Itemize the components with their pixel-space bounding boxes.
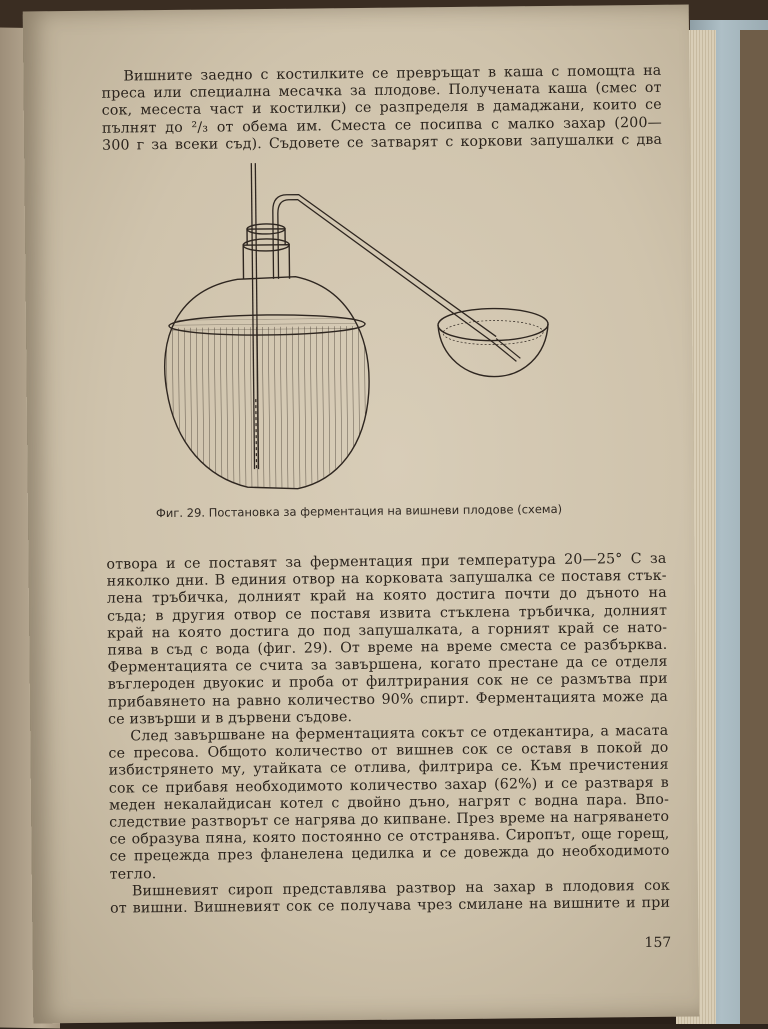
- text-line: се прецежда през фланелена цедилка и се довежда до необходимото: [109, 843, 670, 866]
- text-line: сок, месеста част и костилки) се разпределя в дамаджани, които се: [101, 97, 662, 120]
- text-line: Вишневият сироп представлява разтвор на захар в плодовия сок: [131, 877, 670, 900]
- text-line: се пресова. Общото количество от вишнев сок се оставя в покой до: [108, 740, 669, 762]
- fermentation-apparatus-illustration: [134, 156, 578, 501]
- text-line: меден некалайдисан котел с двойно дъно, нагрят с водна пара. Впо-: [108, 791, 670, 814]
- text-line: Вишните заедно с костилките се превръщат в каша с помощта на: [123, 62, 662, 85]
- text-line: въглероден двуокис и проба от филтрирания сок не се размътва при: [107, 671, 668, 694]
- book-page: [23, 5, 700, 1024]
- text-line: преса или специална месачка за плодове. Получената каша (смес от: [101, 80, 662, 102]
- text-line: пълнят до ²/₃ от обема им. Сместа се посипва с малко захар (200—: [101, 114, 662, 137]
- text-line: сок се прибавя необходимото количество захар (62%) и се разтваря в: [108, 774, 669, 797]
- demijohn: [155, 223, 378, 498]
- text-line: няколко дни. В единия отвор на корковата запушалка се поставя стък-: [106, 568, 667, 590]
- water-dish: [438, 308, 549, 377]
- figure-caption: Фиг. 29. Постановка за ферментация на вишневи плодове (схема): [155, 501, 563, 521]
- text-line: съда; в другия отвор се поставя извита стъклена тръбичка, долният: [106, 602, 668, 625]
- text-line: от вишни. Вишневият сок се получава чрез смилане на вишните и при: [110, 894, 671, 917]
- text-line: се извърши и в дървени съдове.: [108, 708, 353, 728]
- text-line: прибавянето на равно количество 90% спирт. Ферментацията може да: [107, 688, 669, 711]
- text-line: край на която достига до под запушалката, а горният край се нато-: [107, 619, 668, 642]
- text-line: пява в съд с вода (фиг. 29). От време на време сместа се разбърква.: [107, 636, 668, 659]
- text-line: избистрянето му, утайката се отлива, филтрира се. Към пречистения: [108, 757, 669, 780]
- paragraph-bottom: [106, 551, 670, 918]
- text-line: Ферментацията се счита за завършена, когато престане да се отделя: [107, 654, 668, 676]
- text-line: тегло.: [109, 865, 157, 883]
- text-line: следствие разтворът се нагрява до кипване. През време на нагряването: [109, 808, 670, 831]
- text-line: 300 г за всеки съд). Съдовете се затварят с коркови запушалки с два: [102, 131, 663, 154]
- page-number: 157: [644, 934, 672, 952]
- text-line: отвора и се поставят за ферментация при температура 20—25° С за: [106, 550, 667, 573]
- paragraph-top: [101, 63, 662, 155]
- text-line: се образува пяна, която постоянно се отстранява. Сиропът, още горещ,: [109, 826, 670, 848]
- cover-spine-edge: [740, 30, 768, 1024]
- text-line: След завършване на ферментацията сокът се отдекантира, а масата: [130, 722, 669, 745]
- text-line: лена тръбичка, долният край на която достига почти до дъното на: [106, 585, 667, 608]
